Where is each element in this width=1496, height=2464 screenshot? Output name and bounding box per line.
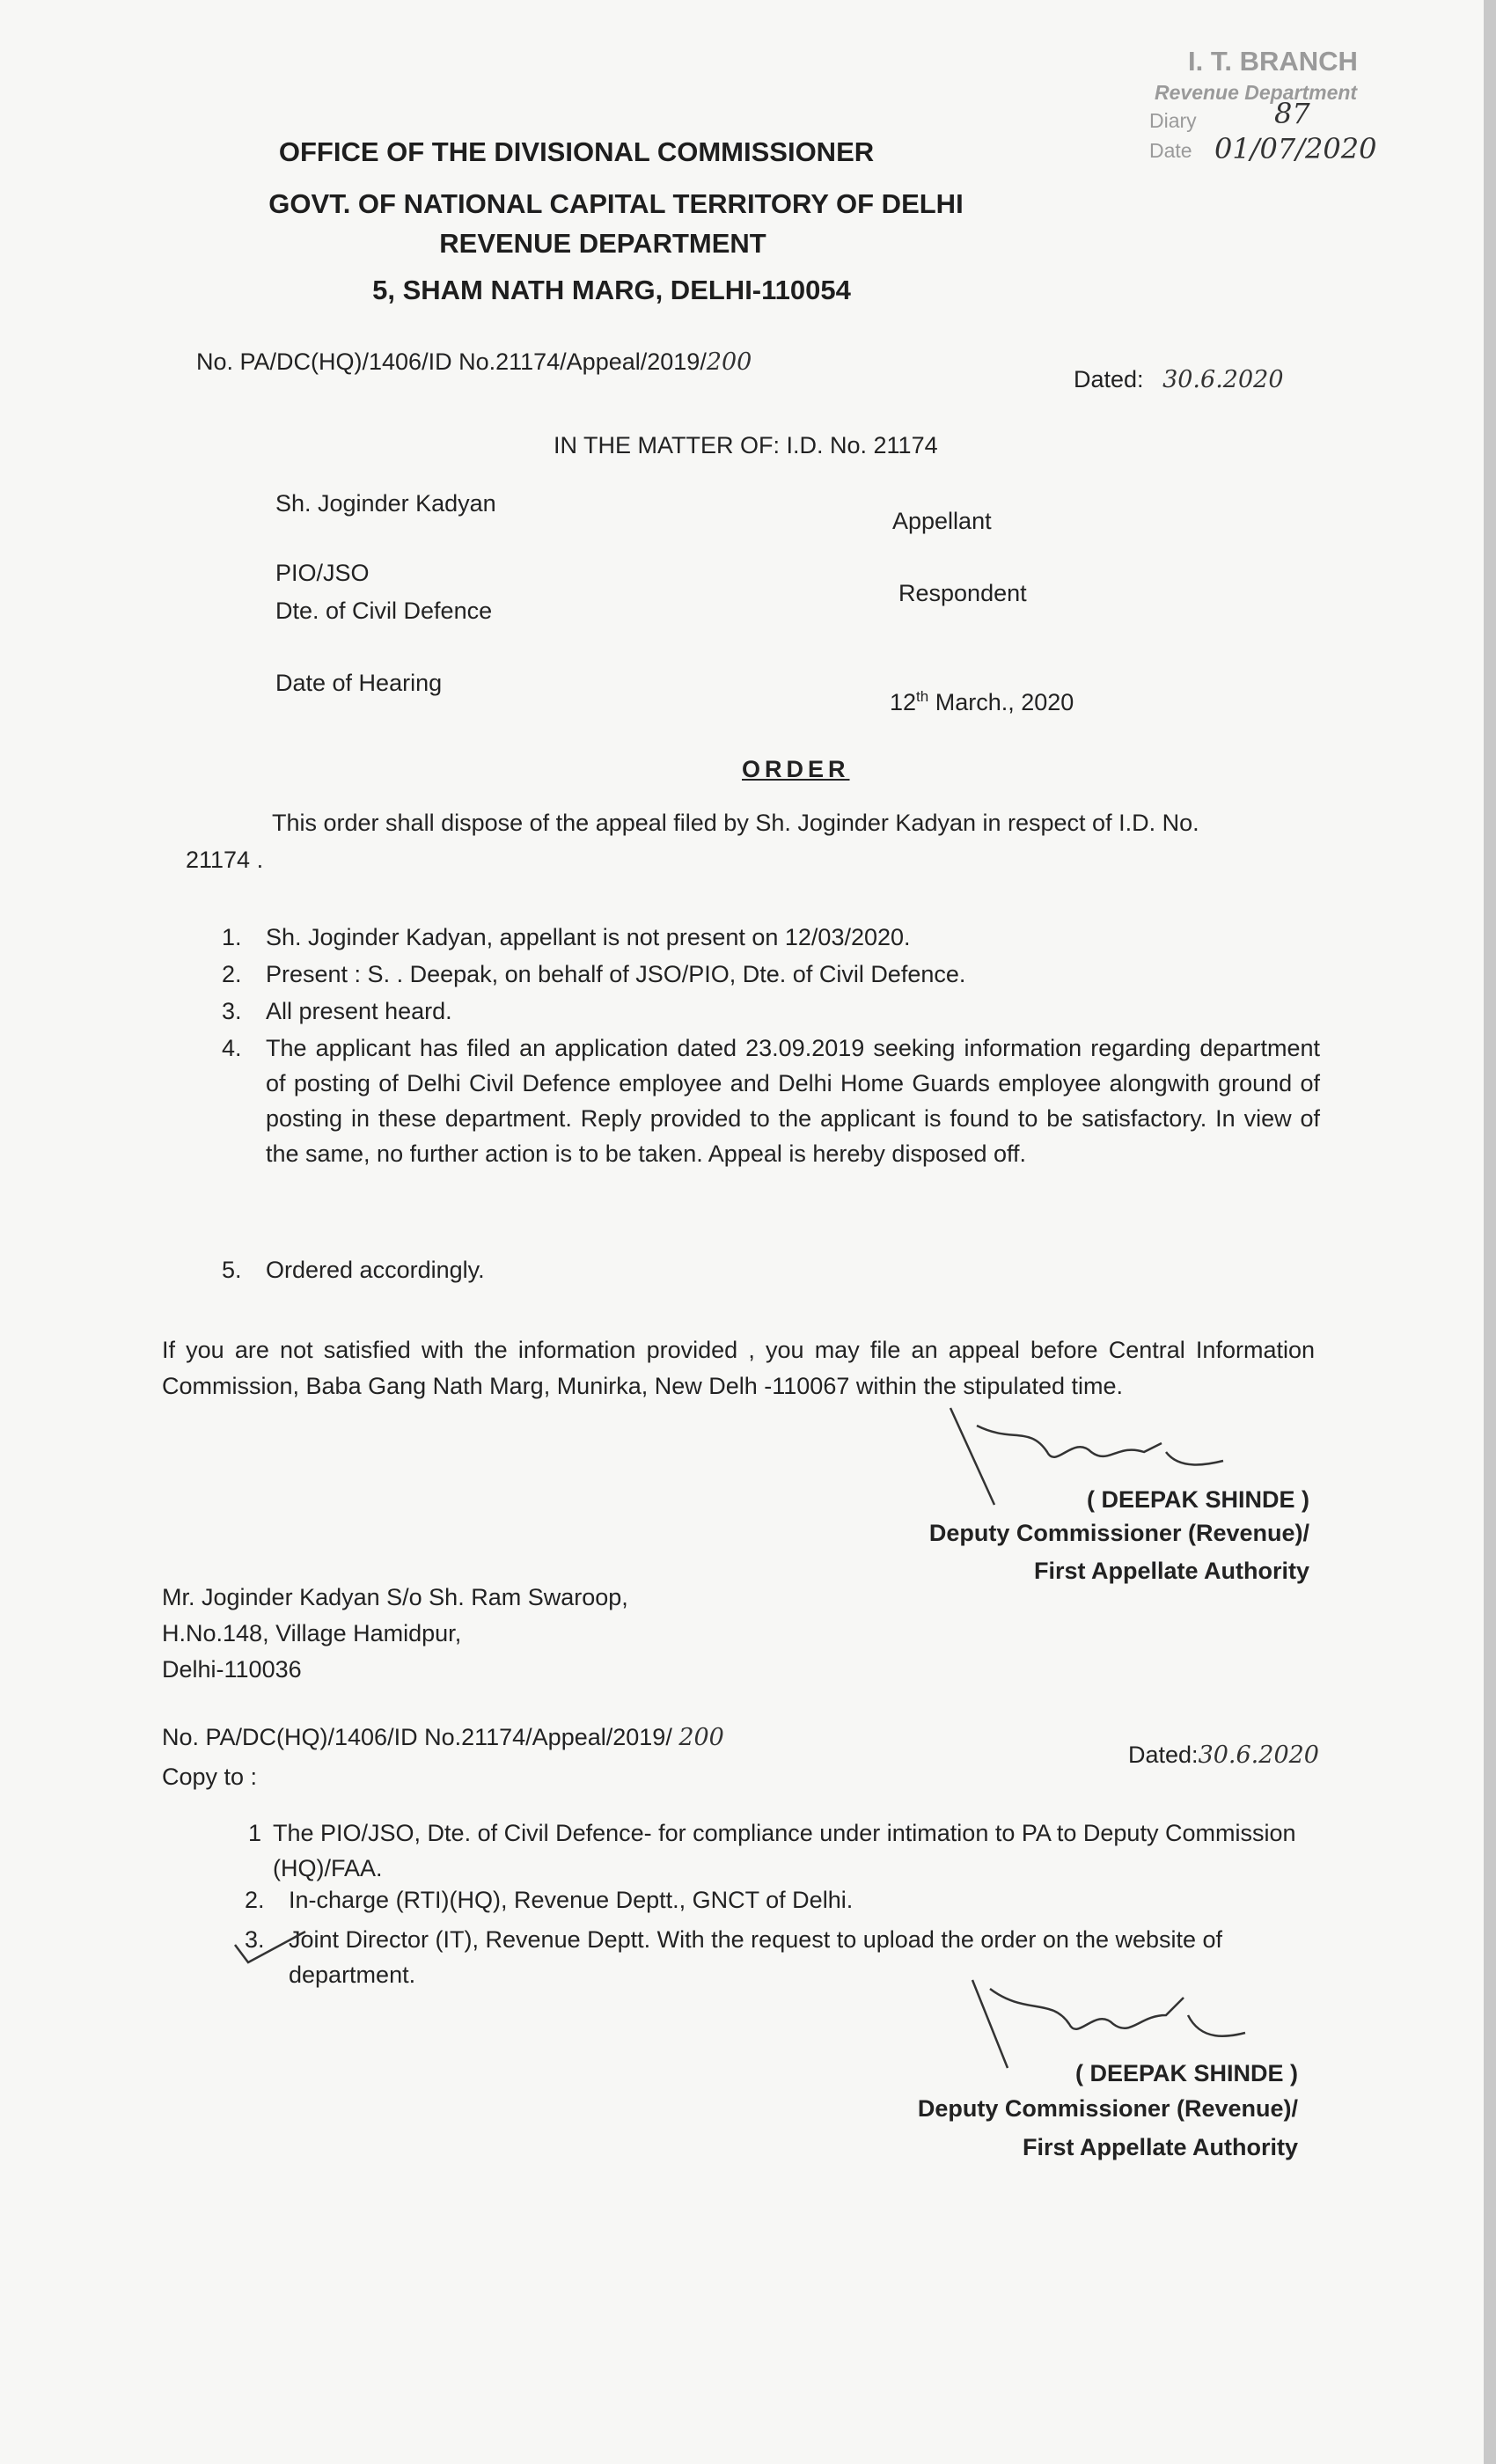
order-item bbox=[222, 1252, 1322, 1287]
hearing-day-suffix: th bbox=[916, 688, 929, 705]
signatory-1-name: ( DEEPAK SHINDE ) bbox=[1086, 1486, 1309, 1513]
stamp-diary-number: 87 bbox=[1274, 97, 1310, 130]
order-item bbox=[222, 957, 1322, 992]
addressee-line3: Delhi-110036 bbox=[162, 1656, 302, 1683]
appellant-label: Appellant bbox=[892, 508, 992, 534]
copy-number-text: No. PA/DC(HQ)/1406/ID No.21174/Appeal/2019/ bbox=[162, 1724, 679, 1750]
item-text: Joint Director (IT), Revenue Deptt. With the request to upload the order on the website of department. bbox=[289, 1926, 1223, 1988]
copy-number-handwritten: 200 bbox=[678, 1724, 724, 1751]
respondent-label: Respondent bbox=[898, 580, 1027, 606]
dated-label: Dated: bbox=[1074, 366, 1144, 392]
stamp-department: Revenue Department bbox=[1155, 81, 1358, 104]
order-heading: ORDER bbox=[742, 756, 850, 782]
item-number: 3. bbox=[222, 998, 242, 1024]
hearing-label: Date of Hearing bbox=[275, 670, 443, 696]
order-item bbox=[222, 920, 1322, 955]
item-number: 5. bbox=[222, 1257, 242, 1283]
stamp-date-label: Date bbox=[1149, 139, 1192, 162]
item-text: The applicant has filed an application dated 23.09.2019 seeking information regarding department of posting of Delhi Civil Defence employee and Delhi Home Guards employee alongwith ground of posting in these department. Reply provided to the applicant is found to be satisfactory. In view of the same, no further action is to be taken. Appeal is hereby disposed off. bbox=[266, 1035, 1320, 1167]
hearing-date bbox=[890, 688, 1074, 716]
copy-dated-label: Dated: bbox=[1128, 1742, 1199, 1768]
order-intro-continued: 21174 . bbox=[186, 847, 264, 873]
copy-item bbox=[245, 1882, 1309, 1918]
copy-date bbox=[1128, 1742, 1319, 1769]
header-office: OFFICE OF THE DIVISIONAL COMMISSIONER bbox=[278, 136, 875, 167]
matter-line: IN THE MATTER OF: I.D. No. 21174 bbox=[554, 432, 938, 458]
stamp-diary-label: Diary bbox=[1149, 109, 1197, 132]
header-department: REVENUE DEPARTMENT bbox=[439, 228, 766, 259]
reference-date bbox=[1074, 366, 1284, 393]
hearing-day: 12 bbox=[890, 689, 917, 715]
item-number: 1 bbox=[248, 1820, 262, 1846]
reference-number-handwritten: 200 bbox=[706, 348, 752, 376]
copy-item bbox=[248, 1815, 1311, 1886]
reference-number bbox=[196, 348, 752, 376]
reference-number-text: No. PA/DC(HQ)/1406/ID No.21174/Appeal/2019/ bbox=[196, 348, 707, 375]
item-text: Ordered accordingly. bbox=[266, 1257, 485, 1283]
signatory-1-designation: Deputy Commissioner (Revenue)/ bbox=[928, 1520, 1309, 1546]
respondent-line1: PIO/JSO bbox=[275, 560, 370, 586]
item-number: 2. bbox=[222, 961, 242, 987]
item-number: 3. bbox=[245, 1926, 265, 1953]
item-text: Sh. Joginder Kadyan, appellant is not present on 12/03/2020. bbox=[266, 924, 911, 950]
order-item bbox=[222, 994, 1322, 1029]
item-text: All present heard. bbox=[266, 998, 452, 1024]
header-address: 5, SHAM NATH MARG, DELHI-110054 bbox=[372, 275, 851, 305]
order-intro: This order shall dispose of the appeal filed by Sh. Joginder Kadyan in respect of I.D. No. bbox=[272, 810, 1199, 836]
tick-mark-icon bbox=[231, 1927, 310, 1971]
addressee-line2: H.No.148, Village Hamidpur, bbox=[162, 1620, 462, 1646]
stamp-date: 01/07/2020 bbox=[1214, 132, 1377, 165]
dated-value: 30.6.2020 bbox=[1162, 366, 1284, 393]
copy-to-label: Copy to : bbox=[162, 1764, 258, 1790]
item-text: The PIO/JSO, Dte. of Civil Defence- for compliance under intimation to PA to Deputy Commission (HQ)/FAA. bbox=[273, 1820, 1296, 1881]
appellant-name: Sh. Joginder Kadyan bbox=[275, 490, 496, 517]
respondent-line2: Dte. of Civil Defence bbox=[275, 598, 493, 624]
hearing-month-year: March., 2020 bbox=[928, 689, 1074, 715]
signatory-2-designation: Deputy Commissioner (Revenue)/ bbox=[917, 2095, 1298, 2122]
item-number: 1. bbox=[222, 924, 242, 950]
page-edge-shadow bbox=[1484, 0, 1496, 2464]
appeal-note: If you are not satisfied with the information provided , you may file an appeal before Central Information Commission, Baba Gang Nath Marg, Munirka, New Delh -110067 within the stipulated time. bbox=[162, 1337, 1315, 1399]
stamp-title: I. T. BRANCH bbox=[1188, 46, 1358, 77]
header-govt: GOVT. OF NATIONAL CAPITAL TERRITORY OF DELHI bbox=[268, 188, 964, 219]
item-text: Present : S. . Deepak, on behalf of JSO/PIO, Dte. of Civil Defence. bbox=[266, 961, 966, 987]
signatory-2-name: ( DEEPAK SHINDE ) bbox=[1074, 2060, 1298, 2086]
addressee-line1: Mr. Joginder Kadyan S/o Sh. Ram Swaroop, bbox=[162, 1584, 628, 1610]
signatory-2-authority: First Appellate Authority bbox=[1022, 2134, 1298, 2160]
copy-reference-number bbox=[162, 1724, 724, 1751]
signatory-1-authority: First Appellate Authority bbox=[1033, 1558, 1309, 1584]
item-number: 4. bbox=[222, 1035, 242, 1061]
order-item bbox=[222, 1030, 1320, 1171]
copy-dated-value: 30.6.2020 bbox=[1198, 1742, 1319, 1769]
item-text: In-charge (RTI)(HQ), Revenue Deptt., GNCT of Delhi. bbox=[289, 1887, 854, 1913]
item-number: 2. bbox=[245, 1887, 265, 1913]
